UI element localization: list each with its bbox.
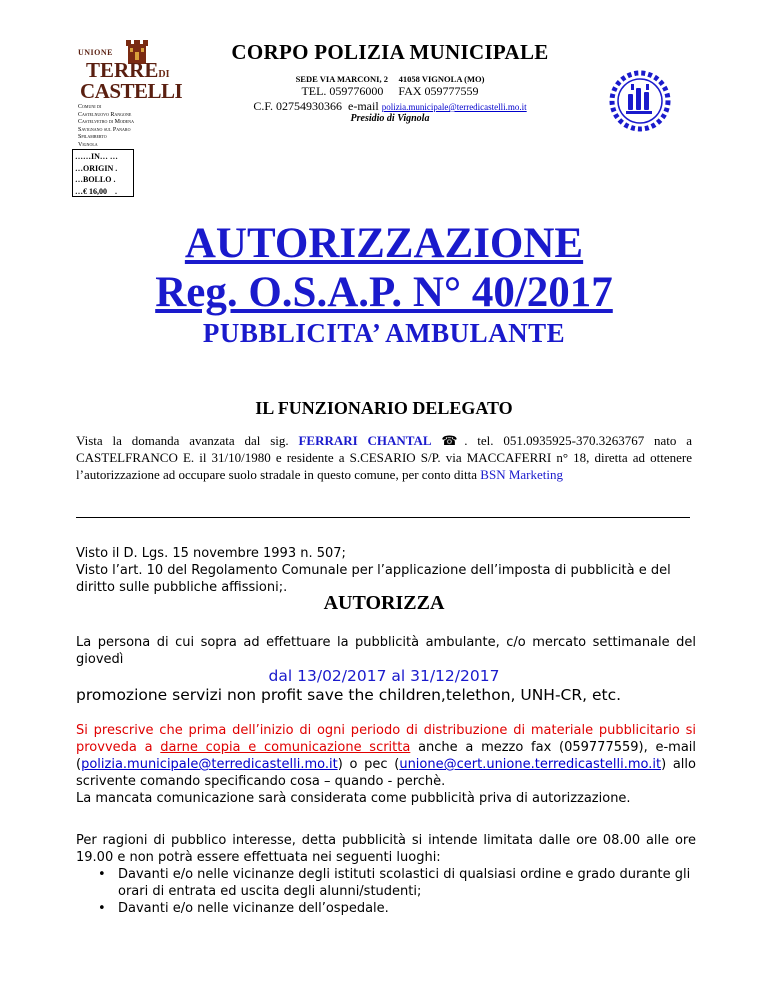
list-item-text: Davanti e/o nelle vicinanze dell’ospedale. [118, 901, 389, 916]
list-item [76, 866, 698, 900]
validity-dates: dal 13/02/2017 al 31/12/2017 [268, 667, 500, 685]
bollo-line: …€ 16,00 . [75, 186, 117, 196]
promo-description: promozione servizi non profit save the children,telethon, UNH-CR, etc. [76, 686, 622, 704]
header-presidio: Presidio di Vignola [350, 113, 430, 124]
restriction-list [76, 866, 698, 917]
comune-item: Savignano sul Panaro [78, 126, 131, 133]
document-title [0, 222, 768, 266]
bullet-icon: • [98, 901, 106, 916]
visto-line: Visto l’art. 10 del Regolamento Comunale per l’applicazione dell’imposta di pubblicità e del diritto sulle pubbliche affissioni;. [76, 563, 671, 595]
logo-terre: TERRE [86, 58, 159, 82]
prescription-fax: anche a mezzo fax (059777559), e-mail ( [76, 740, 697, 772]
comuni-label: Comuni di [78, 104, 102, 110]
bollo-stamp-box [72, 149, 134, 197]
visto-line: Visto il D. Lgs. 15 novembre 1993 n. 507; [76, 546, 346, 561]
bullet-icon: • [98, 867, 106, 882]
persona-paragraph: La persona di cui sopra ad effettuare la pubblicità ambulante, c/o mercato settimanale del giovedì [76, 635, 696, 667]
applicant-name: FERRARI CHANTAL [298, 433, 432, 448]
logo-di: DI [158, 69, 170, 80]
mancata-line: La mancata comunicazione sarà considerata come pubblicità priva di autorizzazione. [76, 791, 631, 806]
comune-item: Castelvetro di Modena [78, 119, 134, 126]
comuni-list [78, 104, 134, 150]
list-item-text: Davanti e/o nelle vicinanze degli istituti scolastici di qualsiasi ordine e grado durante gli orari di entrata ed uscita degli alunni/studenti; [118, 867, 691, 899]
list-item [76, 900, 698, 917]
document-subtitle: PUBBLICITA’ AMBULANTE [202, 318, 566, 348]
phone-icon: ☎ [441, 433, 465, 448]
document-reg-text: Reg. O.S.A.P. N° 40/2017 [155, 269, 613, 316]
vista-prefix: Vista la domanda avanzata dal sig. [76, 433, 299, 448]
prescription-underlined: darne copia e comunicazione scritta [160, 740, 411, 755]
prescription-pec-link[interactable]: unione@cert.unione.terredicastelli.mo.it [399, 757, 662, 772]
header-email-link[interactable]: polizia.municipale@terredicastelli.mo.it [381, 102, 527, 112]
comune-item: Castelnuovo Rangone [78, 111, 132, 118]
police-crest-icon [606, 70, 674, 132]
document-reg-number [0, 271, 768, 315]
vista-rest: . tel. 051.0935925-370.3263767 nato a CASTELFRANCO E. il 31/10/1980 e residente a S.CESARIO S/P. via MACCAFERRI n° 18, diretta ad ottenere l’autorizzazione ad occupare suolo stradale in questo comune, per conto ditta [76, 433, 693, 482]
bollo-line: ……IN… … [75, 152, 118, 161]
union-logo [78, 38, 183, 103]
header-title: CORPO POLIZIA MUNICIPALE [231, 40, 549, 64]
horizontal-rule [76, 517, 690, 518]
prescription-email-link[interactable]: polizia.municipale@terredicastelli.mo.it [81, 757, 338, 772]
header-address: SEDE VIA MARCONI, 2 41058 VIGNOLA (MO) [295, 74, 485, 84]
autorizza-heading: AUTORIZZA [323, 592, 445, 614]
prescription-red: Si prescrive che prima dell’inizio di ogni periodo di distribuzione di materiale pubblicitario si provveda a [76, 723, 696, 755]
visto-paragraph [76, 545, 696, 596]
bollo-line: …BOLLO . [75, 175, 116, 184]
prescription-paragraph [76, 722, 696, 807]
ditta-name: BSN Marketing [480, 467, 563, 482]
prescription-end: ) allo scrivente comando specificando cosa – quando - perchè. [76, 757, 696, 789]
prescription-pec: ) o pec ( [337, 757, 400, 772]
bollo-line: …ORIGIN . [75, 163, 118, 173]
header-cf: C.F. 02754930366 e-mail [253, 99, 382, 113]
logo-castelli: CASTELLI [80, 79, 183, 103]
comune-item: Vignola [78, 141, 98, 148]
ragioni-paragraph: Per ragioni di pubblico interesse, detta pubblicità si intende limitata dalle ore 08.00 alle ore 19.00 e non potrà essere effettuata nei seguenti luoghi: [76, 833, 696, 865]
comune-item: Spilamberto [78, 134, 107, 141]
logo-unione: UNIONE [78, 48, 114, 57]
vista-paragraph [76, 432, 692, 483]
header-cf-email [200, 99, 580, 114]
header-phone: TEL. 059776000 FAX 059777559 [301, 84, 479, 98]
funzionario-heading: IL FUNZIONARIO DELEGATO [255, 398, 513, 418]
document-title-text: AUTORIZZAZIONE [184, 220, 584, 267]
